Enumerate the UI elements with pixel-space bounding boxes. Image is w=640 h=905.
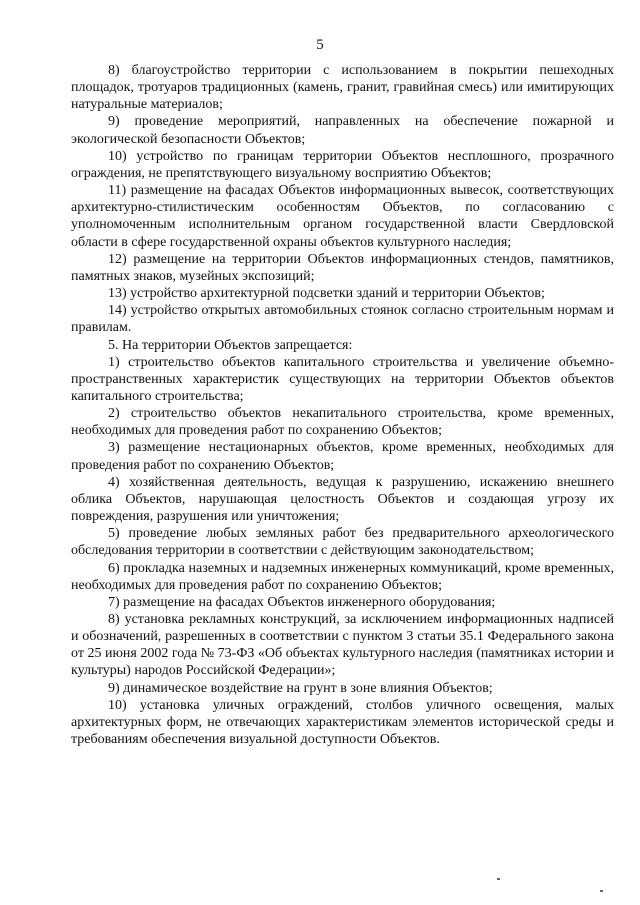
scan-speck — [497, 878, 500, 880]
paragraph: 13) устройство архитектурной подсветки зданий и территории Объектов; — [108, 286, 545, 302]
paragraph: 10) устройство по границам территории Объектов несплошного, прозрачного ограждения, не препятствующего визуальному восприятию Объектов; — [71, 148, 614, 181]
paragraph: 8) установка рекламных конструкций, за исключением информационных надписей и обозначений, разрешенных в соответствии с пунктом 3 статьи 35.1 Федерального закона от 25 июня 2002 года № 73-ФЗ «Об объектах культурного наследия (памятниках истории и культуры) народов Российской Федерации»; — [71, 612, 614, 679]
paragraph: 8) благоустройство территории с использованием в покрытии пешеходных площадок, тротуаров традиционных (камень, гранит, гравийная смесь) или имитирующих натуральные материалов; — [71, 63, 614, 113]
paragraph: 5) проведение любых земляных работ без предварительного археологического обследования территории в соответствии с действующим законодательством; — [71, 526, 614, 559]
paragraph: 2) строительство объектов некапитального строительства, кроме временных, необходимых для проведения работ по сохранению Объектов; — [71, 406, 614, 439]
paragraph: 6) прокладка наземных и надземных инженерных коммуникаций, кроме временных, необходимых для проведения работ по сохранению Объектов; — [71, 560, 614, 593]
paragraph: 1) строительство объектов капитального строительства и увеличение объемно-пространственных характеристик существующих на территории Объектов объектов капитального строительства; — [71, 354, 614, 404]
paragraph: 14) устройство открытых автомобильных стоянок согласно строительным нормам и правилам. — [71, 303, 614, 336]
paragraph: 12) размещение на территории Объектов информационных стендов, памятников, памятных знаков, музейных экспозиций; — [71, 251, 614, 284]
document-body — [71, 62, 614, 748]
page-number: 5 — [316, 37, 324, 53]
scan-speck — [600, 890, 603, 892]
section-heading: 5. На территории Объектов запрещается: — [108, 337, 353, 353]
paragraph: 10) установка уличных ограждений, столбов уличного освещения, малых архитектурных форм, не отвечающих характеристикам элементов исторической среды и требованиям обеспечения визуальной доступности Объектов. — [71, 697, 614, 748]
paragraph: 3) размещение нестационарных объектов, кроме временных, необходимых для проведения работ по сохранению Объектов; — [71, 440, 614, 473]
paragraph: 9) динамическое воздействие на грунт в зоне влияния Объектов; — [108, 680, 493, 696]
paragraph: 4) хозяйственная деятельность, ведущая к разрушению, искажению внешнего облика Объектов, нарушающая целостность Объектов и создающая угрозу их повреждения, разрушения или уничтожения; — [71, 474, 614, 525]
paragraph: 7) размещение на фасадах Объектов инженерного оборудования; — [108, 594, 496, 610]
paragraph: 9) проведение мероприятий, направленных на обеспечение пожарной и экологической безопасности Объектов; — [71, 114, 614, 147]
paragraph: 11) размещение на фасадах Объектов информационных вывесок, соответствующих архитектурно-стилистическим особенностям Объектов, по согласованию с уполномоченным исполнительным органом государственной власти Свердловской области в сфере государственной охраны объектов культурного наследия; — [71, 183, 614, 250]
